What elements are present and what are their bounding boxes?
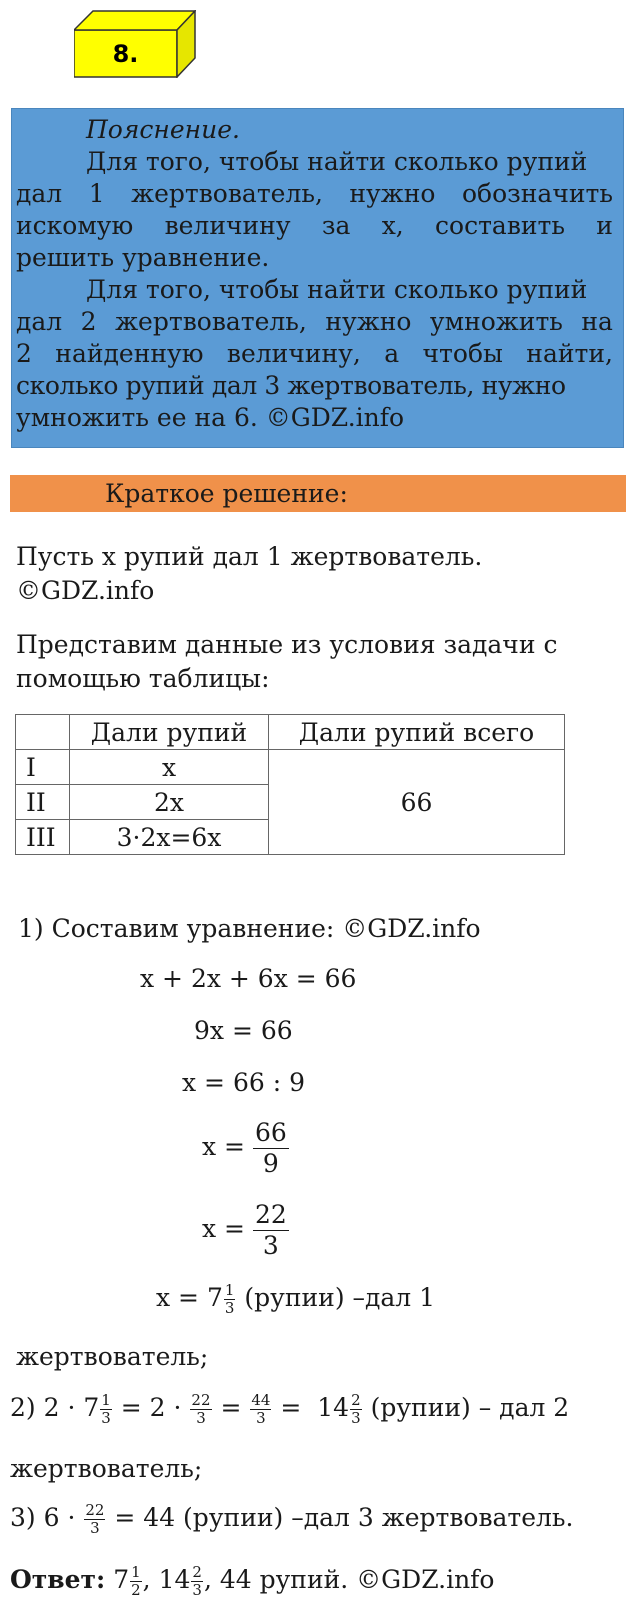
word: составить bbox=[435, 211, 565, 240]
numerator: 2 bbox=[192, 1563, 202, 1581]
denominator: 3 bbox=[90, 1519, 100, 1537]
numerator: 1 bbox=[131, 1563, 141, 1581]
denominator: 3 bbox=[256, 1409, 266, 1427]
row-label: I bbox=[16, 750, 70, 785]
word: нужно bbox=[325, 307, 412, 336]
word: на bbox=[581, 307, 613, 336]
numerator: 44 bbox=[251, 1391, 271, 1409]
expr-part: = 14 bbox=[280, 1393, 350, 1422]
denominator: 3 bbox=[262, 1231, 279, 1260]
numerator: 1 bbox=[101, 1391, 111, 1409]
equation: x = 66 : 9 bbox=[182, 1068, 305, 1097]
table-row bbox=[16, 750, 565, 785]
row-label: II bbox=[16, 785, 70, 820]
explanation-line: сколько рупий дал 3 жертвователь, нужно bbox=[16, 371, 566, 400]
fraction bbox=[253, 1118, 289, 1179]
denominator: 3 bbox=[224, 1299, 235, 1317]
word: нужно bbox=[349, 179, 436, 208]
word: чтобы bbox=[422, 339, 503, 368]
expr-part: (рупии) – дал 2 bbox=[370, 1393, 570, 1422]
fraction bbox=[84, 1502, 105, 1537]
expr-part: = 44 (рупии) –дал 3 жертвователь. bbox=[114, 1503, 574, 1532]
equation-rest: (рупии) –дал 1 bbox=[244, 1283, 436, 1312]
fraction bbox=[350, 1392, 362, 1427]
expr-part: = bbox=[220, 1393, 242, 1422]
numerator: 2 bbox=[351, 1391, 361, 1409]
table-header-cell bbox=[16, 715, 70, 750]
denominator: 2 bbox=[131, 1581, 141, 1599]
denominator: 3 bbox=[196, 1409, 206, 1427]
expr-part: 2) 2 · 7 bbox=[10, 1393, 100, 1422]
fraction bbox=[100, 1392, 112, 1427]
text-continuation: жертвователь; bbox=[16, 1342, 209, 1371]
explanation-line bbox=[16, 305, 613, 338]
word: жертвователь, bbox=[115, 307, 307, 336]
step2-line bbox=[10, 1392, 569, 1427]
table-intro-line: Представим данные из условия задачи с bbox=[16, 630, 558, 659]
fraction bbox=[130, 1564, 142, 1599]
equation-lhs: x = 7 bbox=[156, 1283, 223, 1312]
numerator: 22 bbox=[191, 1391, 211, 1409]
table-intro-line: помощью таблицы: bbox=[16, 664, 270, 693]
answer-part: , 14 bbox=[142, 1565, 191, 1594]
numerator: 66 bbox=[254, 1118, 287, 1147]
word: 1 bbox=[88, 179, 105, 208]
task-number-badge bbox=[74, 10, 196, 78]
word: и bbox=[596, 211, 613, 240]
row-value: х bbox=[70, 750, 269, 785]
row-label: III bbox=[16, 820, 70, 855]
task-number: 8. bbox=[112, 40, 139, 68]
fraction bbox=[250, 1392, 271, 1427]
explanation-line: решить уравнение. bbox=[16, 243, 270, 272]
word: найти, bbox=[526, 339, 613, 368]
word: обозначить bbox=[461, 179, 613, 208]
word: за bbox=[321, 211, 351, 240]
equation: x + 2x + 6x = 66 bbox=[140, 964, 357, 993]
text-continuation: жертвователь; bbox=[10, 1454, 203, 1483]
word: 2 bbox=[16, 339, 32, 368]
word: 2 bbox=[80, 307, 97, 336]
intro-line: Пусть х рупий дал 1 жертвователь. bbox=[16, 542, 483, 571]
equation-lhs: x = bbox=[202, 1132, 245, 1161]
word: найденную bbox=[55, 339, 204, 368]
total-cell: 66 bbox=[269, 750, 565, 855]
fraction bbox=[253, 1200, 289, 1261]
step1-title: 1) Составим уравнение: ©GDZ.info bbox=[18, 914, 481, 943]
fraction bbox=[191, 1564, 203, 1599]
brief-solution-bar bbox=[10, 475, 626, 512]
table-header-cell: Дали рупий bbox=[70, 715, 269, 750]
row-value: 3·2х=6х bbox=[70, 820, 269, 855]
word: умножить bbox=[429, 307, 563, 336]
table-header-cell: Дали рупий всего bbox=[269, 715, 565, 750]
brief-solution-title: Краткое решение: bbox=[105, 479, 348, 508]
equation: 9x = 66 bbox=[194, 1016, 293, 1045]
explanation-line bbox=[16, 337, 613, 370]
fraction bbox=[190, 1392, 211, 1427]
equation-lhs: x = bbox=[202, 1214, 245, 1243]
word: а bbox=[384, 339, 400, 368]
word: величину, bbox=[226, 339, 361, 368]
row-value: 2х bbox=[70, 785, 269, 820]
explanation-block bbox=[11, 108, 624, 448]
table-header-row bbox=[16, 715, 565, 750]
fraction bbox=[224, 1282, 236, 1317]
explanation-line bbox=[16, 177, 613, 210]
step3-line bbox=[10, 1502, 574, 1537]
word: дал bbox=[16, 307, 63, 336]
equation-mixed bbox=[156, 1282, 435, 1317]
denominator: 3 bbox=[351, 1409, 361, 1427]
explanation-heading: Пояснение. bbox=[86, 115, 240, 144]
equation-fraction bbox=[202, 1118, 289, 1179]
word: дал bbox=[16, 179, 63, 208]
word: х, bbox=[381, 211, 404, 240]
numerator: 1 bbox=[224, 1281, 235, 1299]
expr-part: = 2 · bbox=[120, 1393, 182, 1422]
word: величину bbox=[164, 211, 291, 240]
intro-line: ©GDZ.info bbox=[16, 576, 155, 605]
equation-fraction bbox=[202, 1200, 289, 1261]
explanation-line bbox=[16, 209, 613, 242]
word: жертвователь, bbox=[131, 179, 323, 208]
word: искомую bbox=[16, 211, 134, 240]
explanation-line: Для того, чтобы найти сколько рупий bbox=[86, 147, 588, 176]
expr-part: 3) 6 · bbox=[10, 1503, 76, 1532]
denominator: 3 bbox=[192, 1581, 202, 1599]
answer-line bbox=[10, 1564, 494, 1599]
numerator: 22 bbox=[85, 1501, 105, 1519]
answer-part: , 44 рупий. ©GDZ.info bbox=[203, 1565, 495, 1594]
explanation-line: умножить ее на 6. ©GDZ.info bbox=[16, 403, 405, 432]
data-table bbox=[15, 714, 565, 855]
answer-label: Ответ: bbox=[10, 1565, 106, 1594]
denominator: 3 bbox=[101, 1409, 111, 1427]
answer-part: 7 bbox=[113, 1565, 130, 1594]
explanation-line: Для того, чтобы найти сколько рупий bbox=[86, 275, 588, 304]
denominator: 9 bbox=[262, 1149, 279, 1178]
numerator: 22 bbox=[254, 1200, 287, 1229]
